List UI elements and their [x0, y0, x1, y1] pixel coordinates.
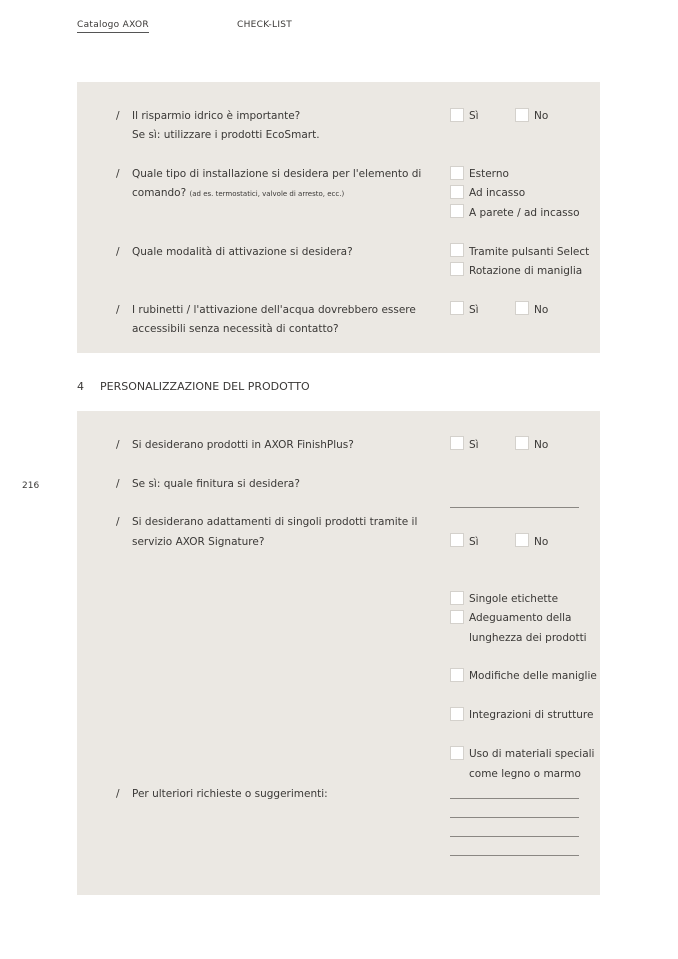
checkbox-no[interactable]	[515, 301, 529, 315]
finish-answer-line[interactable]	[450, 507, 579, 508]
checkbox-pulsanti[interactable]	[450, 243, 464, 257]
catalog-link[interactable]: Catalogo AXOR	[77, 18, 149, 33]
option-label: Uso di materiali speciali	[469, 748, 595, 760]
option-label: A parete / ad incasso	[469, 207, 580, 219]
checkbox-no[interactable]	[515, 533, 529, 547]
bullet-slash: /	[116, 439, 120, 451]
question-text: Se sì: utilizzare i prodotti EcoSmart.	[132, 129, 320, 141]
option-label: come legno o marmo	[469, 768, 581, 780]
question-text: I rubinetti / l'attivazione dell'acqua dovrebbero essere	[132, 304, 416, 316]
bullet-slash: /	[116, 110, 120, 122]
section-number: 4	[77, 380, 84, 393]
suggestion-line[interactable]	[450, 817, 579, 818]
suggestion-line[interactable]	[450, 855, 579, 856]
question-text: Quale modalità di attivazione si desidera?	[132, 246, 353, 258]
page-number: 216	[22, 481, 40, 491]
question-text: Si desiderano adattamenti di singoli prodotti tramite il	[132, 516, 418, 528]
suggestion-line[interactable]	[450, 798, 579, 799]
option-label: Sì	[469, 110, 479, 122]
checkbox-no[interactable]	[515, 108, 529, 122]
question-text: Se sì: quale finitura si desidera?	[132, 478, 300, 490]
checkbox-maniglia[interactable]	[450, 262, 464, 276]
option-label: Sì	[469, 439, 479, 451]
section-header: CHECK-LIST	[237, 20, 293, 30]
checkbox-ad-incasso[interactable]	[450, 185, 464, 199]
option-label: No	[534, 110, 549, 122]
option-label: No	[534, 536, 549, 548]
question-text: Il risparmio idrico è importante?	[132, 110, 301, 122]
checkbox-yes[interactable]	[450, 436, 464, 450]
question-text: Per ulteriori richieste o suggerimenti:	[132, 788, 328, 800]
checkbox-strutture[interactable]	[450, 707, 464, 721]
option-label: Integrazioni di strutture	[469, 709, 594, 721]
option-label: Sì	[469, 304, 479, 316]
option-label: Tramite pulsanti Select	[469, 246, 590, 258]
checkbox-yes[interactable]	[450, 533, 464, 547]
option-label: Sì	[469, 536, 479, 548]
bullet-slash: /	[116, 304, 120, 316]
checkbox-lunghezza[interactable]	[450, 610, 464, 624]
bullet-slash: /	[116, 788, 120, 800]
question-text: Quale tipo di installazione si desidera per l'elemento di	[132, 168, 422, 180]
question-text: servizio AXOR Signature?	[132, 536, 265, 548]
bullet-slash: /	[116, 478, 120, 490]
question-text: comando? (ad es. termostatici, valvole di arresto, ecc.)	[132, 187, 345, 199]
bullet-slash: /	[116, 168, 120, 180]
option-label: Singole etichette	[469, 593, 559, 605]
checkbox-no[interactable]	[515, 436, 529, 450]
checkbox-a-parete[interactable]	[450, 204, 464, 218]
checkbox-esterno[interactable]	[450, 166, 464, 180]
checkbox-yes[interactable]	[450, 301, 464, 315]
checkbox-yes[interactable]	[450, 108, 464, 122]
checkbox-maniglie[interactable]	[450, 668, 464, 682]
suggestion-line[interactable]	[450, 836, 579, 837]
checkbox-materiali[interactable]	[450, 746, 464, 760]
option-label: No	[534, 439, 549, 451]
option-label: lunghezza dei prodotti	[469, 632, 587, 644]
question-text: accessibili senza necessità di contatto?	[132, 323, 339, 335]
option-label: Modifiche delle maniglie	[469, 670, 597, 682]
question-note: (ad es. termostatici, valvole di arresto, ecc.)	[189, 190, 345, 198]
checkbox-etichette[interactable]	[450, 591, 464, 605]
option-label: Rotazione di maniglia	[469, 265, 583, 277]
section-title: PERSONALIZZAZIONE DEL PRODOTTO	[100, 380, 310, 393]
option-label: Adeguamento della	[469, 612, 572, 624]
option-label: Esterno	[469, 168, 509, 180]
question-text: Si desiderano prodotti in AXOR FinishPlus?	[132, 439, 354, 451]
bullet-slash: /	[116, 516, 120, 528]
bullet-slash: /	[116, 246, 120, 258]
option-label: No	[534, 304, 549, 316]
option-label: Ad incasso	[469, 187, 526, 199]
